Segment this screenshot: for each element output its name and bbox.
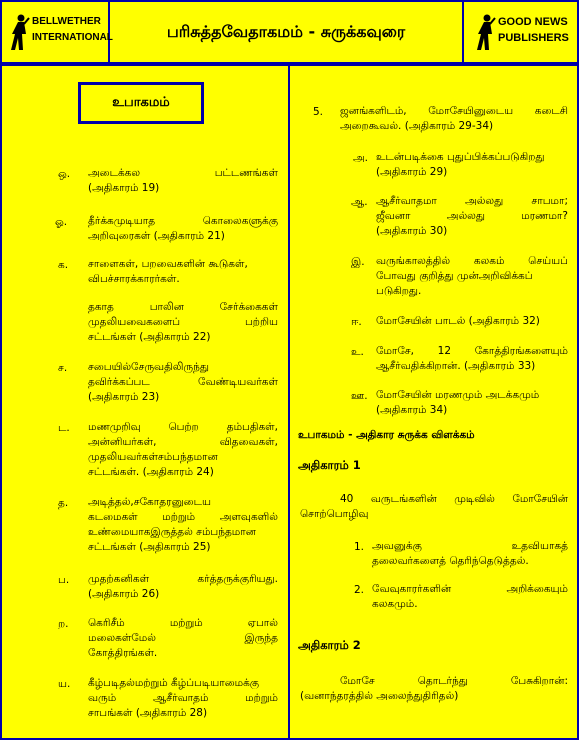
list-item: தீர்க்கமுடியாத கொலைகளுக்கு xyxy=(88,215,278,227)
list-item: மோசே, 12 கோத்திரங்களையும் xyxy=(376,345,568,357)
list-item: (அதிகாரம் 26) xyxy=(88,588,160,600)
item-label: ட. xyxy=(58,422,70,434)
list-item: படுகிறது. xyxy=(376,285,422,297)
list-item: வருங்காலத்தில் கலகம் செய்யப் xyxy=(376,255,568,267)
item-label: ச. xyxy=(58,362,68,374)
list-item: சட்டங்கள். (அதிகாரம் 24) xyxy=(88,466,214,478)
item-label: ஆ. xyxy=(351,196,368,208)
bellwether-logo xyxy=(2,2,113,62)
walking-figure-icon xyxy=(474,14,496,52)
item-label: ற. xyxy=(58,618,69,630)
list-item: சபையில்சேருவதிலிருந்து xyxy=(88,361,209,373)
item-label: அ. xyxy=(353,152,369,164)
list-item: தகாத பாலின சேர்க்கைகள் xyxy=(88,301,278,313)
item-label: ய. xyxy=(58,678,71,690)
item-label: த. xyxy=(58,497,69,509)
list-item: உடன்படிக்கை புதுப்பிக்கப்படுகிறது xyxy=(376,151,545,163)
paragraph: மோசே தொடர்ந்து பேசுகிறான்: xyxy=(340,675,568,687)
list-item: மலைகள்மேல் இருந்த xyxy=(88,632,278,644)
list-item: சட்டங்கள் (அதிகாரம் 25) xyxy=(88,541,211,553)
paragraph: 40 வருடங்களின் முடிவில் மோசேயின் xyxy=(340,493,568,505)
list-item: ஆசீர்வாதமா அல்லது சாபமா; xyxy=(376,195,568,207)
logo-line-2: INTERNATIONAL xyxy=(32,32,113,43)
list-item: முதலியவைகளைப் பற்றிய xyxy=(88,316,278,328)
list-item: போவது குறித்து முன்அறிவிக்கப் xyxy=(376,270,533,282)
point-number: 1. xyxy=(354,541,365,553)
list-item: மோசேயின் மரணமும் அடக்கமும் xyxy=(376,389,540,401)
item-label: ஒ. xyxy=(58,168,71,180)
walking-figure-icon xyxy=(8,14,30,52)
list-item: ஜீவனா அல்லது மரணமா? xyxy=(376,210,568,222)
chapter-1-heading: அதிகாரம் 1 xyxy=(298,458,361,472)
list-item: தலைவர்களைத் தெரிந்தெடுத்தல். xyxy=(372,555,529,567)
item-label: உ. xyxy=(351,346,364,358)
list-item: முதற்கனிகள் கர்த்தருக்குரியது. xyxy=(88,573,278,585)
paragraph: (வனாந்தரத்தில் அலைந்துதிரிதல்) xyxy=(300,690,459,702)
logo-line-1: GOOD NEWS xyxy=(498,16,568,28)
page-header xyxy=(0,0,579,64)
list-item: உண்மையாகஇருத்தல் சம்பந்தமான xyxy=(88,526,256,538)
list-item: கலகமும். xyxy=(372,598,418,610)
section-title: உபாகமம் - அதிகார சுருக்க விளக்கம் xyxy=(298,429,475,441)
list-item: அவனுக்கு உதவியாகத் xyxy=(372,540,568,552)
list-item: கோத்திரங்கள். xyxy=(88,647,158,659)
list-item: தவிர்க்கப்பட வேண்டியவர்கள் xyxy=(88,376,278,388)
list-item: ஆசீர்வதிக்கிறான். (அதிகாரம் 33) xyxy=(376,360,536,372)
list-item: வேவுகாரர்களின் அறிக்கையும் xyxy=(372,583,568,595)
list-item: அடைக்கல பட்டணங்கள் xyxy=(88,167,278,179)
list-item: கெரிசீம் மற்றும் ஏபால் xyxy=(88,617,278,629)
item-label: ஓ. xyxy=(55,216,68,228)
logo-line-1: BELLWETHER xyxy=(32,16,101,27)
list-item: வரும் ஆசீர்வாதம் மற்றும் xyxy=(88,692,278,704)
item-label: ப. xyxy=(58,574,70,586)
chapter-2-heading: அதிகாரம் 2 xyxy=(298,638,361,652)
item-label: ஈ. xyxy=(351,316,362,328)
list-item: (அதிகாரம் 30) xyxy=(376,225,448,237)
list-item: முதலியவர்கள்சம்பந்தமான xyxy=(88,451,218,463)
list-item: (அதிகாரம் 29) xyxy=(376,166,448,178)
logo-line-2: PUBLISHERS xyxy=(498,32,569,44)
paragraph: சொற்பொழிவு xyxy=(300,508,369,520)
list-item: அன்னியர்கள், விதவைகள், xyxy=(88,436,278,448)
item-label: இ. xyxy=(351,256,365,268)
list-item: மணமுறிவு பெற்ற தம்பதிகள், xyxy=(88,421,278,433)
point-number: 2. xyxy=(354,584,365,596)
item-label: க. xyxy=(58,259,69,271)
list-item: அறைகூவல். (அதிகாரம் 29-34) xyxy=(340,120,494,132)
list-item: (அதிகாரம் 23) xyxy=(88,391,160,403)
list-item: (அதிகாரம் 19) xyxy=(88,182,160,194)
list-item: அடித்தல்,சகோதரனுடைய xyxy=(88,496,211,508)
list-item: சாபங்கள் (அதிகாரம் 28) xyxy=(88,707,208,719)
list-item: சட்டங்கள் (அதிகாரம் 22) xyxy=(88,331,211,343)
page-title: பரிசுத்தவேதாகமம் - சுருக்கவுரை xyxy=(110,2,464,62)
item-number: 5. xyxy=(313,106,324,118)
list-item: அறிவுரைகள் (அதிகாரம் 21) xyxy=(88,230,225,242)
good-news-logo xyxy=(464,2,577,62)
list-item: விபச்சாரக்காரர்கள். xyxy=(88,273,180,285)
list-item: (அதிகாரம் 34) xyxy=(376,404,448,416)
item-label: ஊ. xyxy=(351,390,368,402)
section-heading-box: உபாகமம் xyxy=(78,82,204,124)
list-item: கடமைகள் மற்றும் அளவுகளில் xyxy=(88,511,278,523)
list-item: மோசேயின் பாடல் (அதிகாரம் 32) xyxy=(376,315,540,327)
list-item: ஜனங்களிடம், மோசேயினுடைய கடைசி xyxy=(340,105,568,117)
list-item: சாளைகள், பறவைகளின் கூடுகள், xyxy=(88,258,248,270)
list-item: கீழ்படிதல்மற்றும் கீழ்ப்படியாமைக்கு xyxy=(88,677,260,689)
